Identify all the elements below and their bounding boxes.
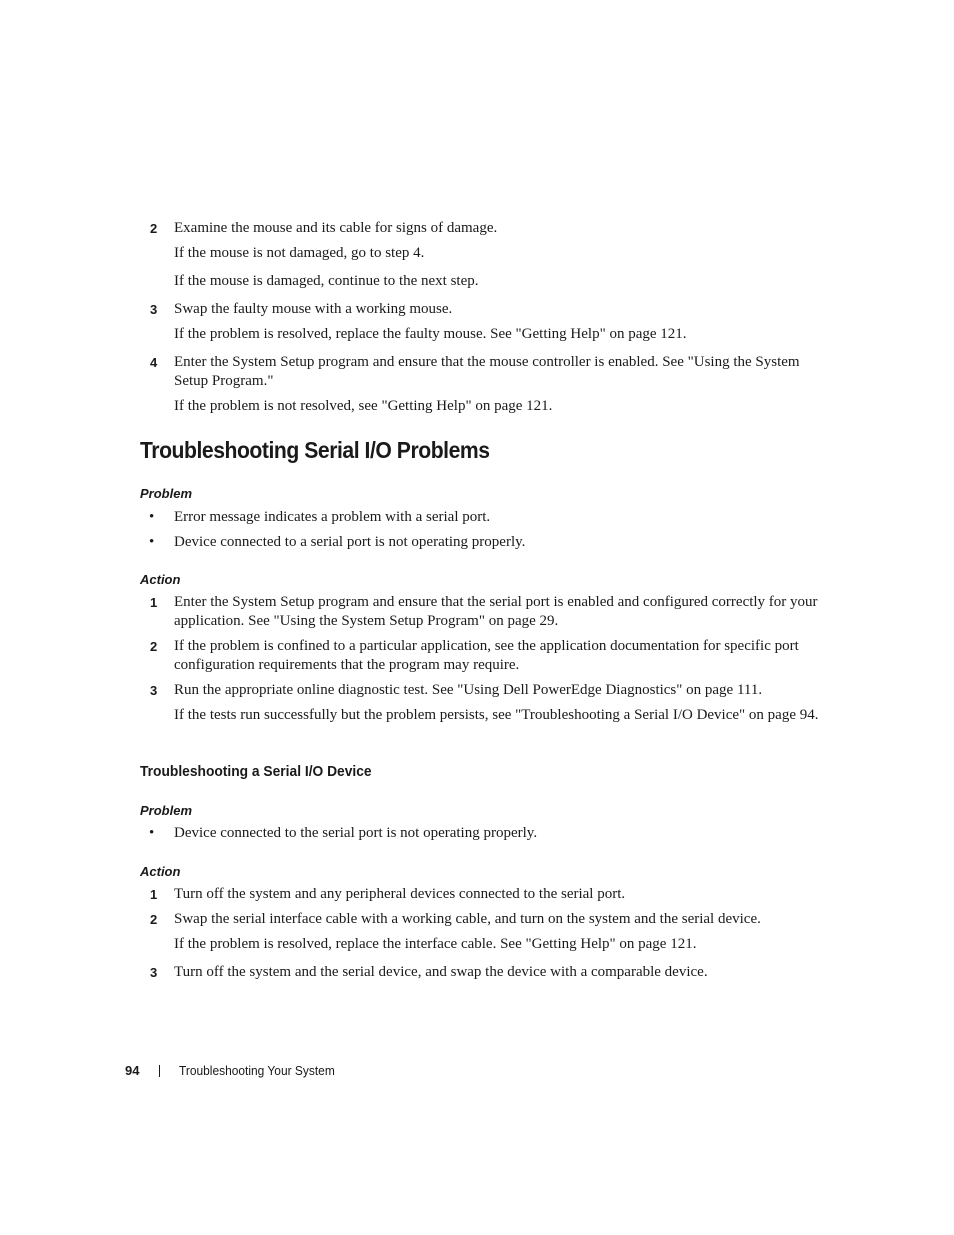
step-note: If the problem is resolved, replace the faulty mouse. See "Getting Help" on page 121. bbox=[174, 326, 687, 342]
step-number: 1 bbox=[150, 887, 158, 902]
footer-divider bbox=[159, 1065, 160, 1077]
step-text: Examine the mouse and its cable for signs of damage. bbox=[174, 220, 498, 236]
action-step: Enter the System Setup program and ensure that the serial port is enabled and configured correctly for your application. See "Using the System Setup Program" on page 29. bbox=[174, 594, 818, 629]
action-step: If the problem is confined to a particular application, see the application documentation for specific port configuration requirements that the program may require. bbox=[174, 638, 799, 673]
section-heading: Troubleshooting Serial I/O Problems bbox=[140, 437, 490, 463]
step-number: 3 bbox=[150, 965, 158, 980]
step-number: 1 bbox=[150, 595, 158, 610]
problem-item: Device connected to the serial port is not operating properly. bbox=[174, 825, 538, 841]
step-note: If the mouse is damaged, continue to the next step. bbox=[174, 273, 479, 289]
page-number: 94 bbox=[125, 1063, 140, 1078]
step-note: If the mouse is not damaged, go to step 4. bbox=[174, 245, 425, 261]
action-step: Run the appropriate online diagnostic test. See "Using Dell PowerEdge Diagnostics" on page 111. bbox=[174, 682, 763, 698]
action-step: Swap the serial interface cable with a working cable, and turn on the system and the serial device. bbox=[174, 911, 761, 927]
problem-label: Problem bbox=[140, 803, 193, 818]
step-number: 3 bbox=[150, 302, 158, 317]
action-label: Action bbox=[140, 864, 181, 879]
action-note: If the tests run successfully but the problem persists, see "Troubleshooting a Serial I/O Device" on page 94. bbox=[174, 707, 819, 723]
step-number: 2 bbox=[150, 639, 158, 654]
bullet-icon: • bbox=[149, 509, 155, 525]
action-step: Turn off the system and the serial device, and swap the device with a comparable device. bbox=[174, 964, 708, 980]
step-text: Enter the System Setup program and ensure that the mouse controller is enabled. See "Using the System Setup Program." bbox=[174, 354, 800, 389]
step-number: 4 bbox=[150, 355, 158, 370]
action-note: If the problem is resolved, replace the interface cable. See "Getting Help" on page 121. bbox=[174, 936, 697, 952]
problem-label: Problem bbox=[140, 486, 193, 501]
problem-item: Device connected to a serial port is not operating properly. bbox=[174, 534, 526, 550]
step-number: 3 bbox=[150, 683, 158, 698]
step-number: 2 bbox=[150, 912, 158, 927]
subsection-heading: Troubleshooting a Serial I/O Device bbox=[140, 763, 372, 780]
problem-item: Error message indicates a problem with a serial port. bbox=[174, 509, 491, 525]
action-step: Turn off the system and any peripheral devices connected to the serial port. bbox=[174, 886, 626, 902]
action-label: Action bbox=[140, 572, 181, 587]
bullet-icon: • bbox=[149, 825, 155, 841]
step-note: If the problem is not resolved, see "Getting Help" on page 121. bbox=[174, 398, 553, 414]
bullet-icon: • bbox=[149, 534, 155, 550]
step-number: 2 bbox=[150, 221, 158, 236]
step-text: Swap the faulty mouse with a working mouse. bbox=[174, 301, 453, 317]
chapter-title: Troubleshooting Your System bbox=[179, 1063, 335, 1078]
